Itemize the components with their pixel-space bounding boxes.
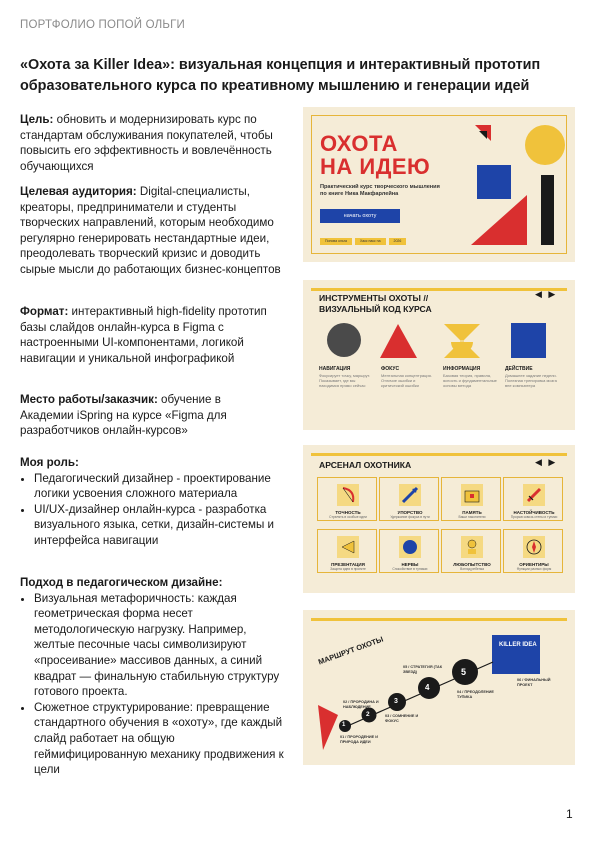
arsenal-card[interactable] — [317, 529, 377, 573]
portfolio-header: ПОРТФОЛИО ПОПОЙ ОЛЬГИ — [20, 19, 186, 31]
tools-shapes — [311, 318, 567, 368]
red-triangle-icon — [471, 195, 527, 245]
card-label: ТОЧНОСТЬ — [335, 510, 361, 515]
compass-icon — [523, 536, 545, 558]
gray-circle-icon — [327, 323, 361, 357]
arsenal-card[interactable] — [379, 477, 439, 521]
arsenal-card[interactable] — [441, 477, 501, 521]
audience-section — [20, 184, 282, 278]
red-flag-icon — [318, 705, 338, 750]
final-step-label: 06 / ФИНАЛЬНЫЙ ПРОЕКТ — [517, 678, 551, 687]
arsenal-card[interactable] — [379, 529, 439, 573]
tool-desc: Ментальная концентрация. Отличие ошибки и критический ошибки — [381, 373, 432, 388]
megaphone-icon — [337, 536, 359, 558]
card-desc: Защита идеи в проекте — [330, 567, 366, 571]
blue-square-icon — [511, 323, 546, 358]
audience-text: Digital-специалисты, креаторы, предприниматели и студенты творческих направлений, которым необходимо регулярно генерировать нестандартные идеи, преодолевать творческий кризис и доводить сырые мысли до работающих бизнес-концептов — [20, 185, 281, 276]
step-number: 4 — [425, 683, 430, 692]
step-label: 04 / ПРЕОДОЛЕНИЕ ТУПИКА — [457, 690, 494, 699]
card-label: ОРИЕНТИРЫ — [519, 562, 549, 567]
slide-nav-arrows[interactable]: ◀ ▶ — [535, 289, 558, 299]
card-label: НЕРВЫ — [401, 562, 419, 567]
tools-title-line1: ИНСТРУМЕНТЫ ОХОТЫ // — [319, 293, 429, 303]
tool-label: ИНФОРМАЦИЯ — [443, 366, 481, 372]
arsenal-card[interactable] — [503, 529, 563, 573]
slide-route — [303, 610, 575, 765]
start-hunt-button[interactable]: начать охоту — [320, 209, 400, 223]
card-label: ПРЕЗЕНТАЦИЯ — [331, 562, 365, 567]
tools-title — [319, 293, 432, 315]
goal-label: Цель: — [20, 113, 54, 126]
cover-chips — [320, 238, 409, 256]
role-label: Моя роль: — [20, 456, 79, 469]
cover-geometry-art — [463, 117, 573, 257]
page-title: «Охота за Killer Idea»: визуальная концепция и интерактивный прототип образовательного курса по креативному мышлению и генерации идей — [20, 57, 541, 94]
yellow-circle-icon — [525, 125, 565, 165]
dagger-icon — [523, 484, 545, 506]
step-number: 3 — [394, 698, 398, 705]
list-item: • Визуальная метафоричность: каждая геометрическая форма несет методологическую нагрузку. Например, желтые песочные часы символизируют «просеивание» массивов данных, а синий квадрат — финальную стабильную структуру готового проекта. — [34, 591, 285, 700]
step-label: 01 / ПРОРОДЕНИЕ И ПРИРОДА ИДЕИ — [340, 735, 378, 744]
tool-desc: Базовая теория, правила, ясность и фундаментальные основы метода — [443, 373, 497, 388]
approach-section — [20, 575, 285, 778]
slide-arsenal — [303, 445, 575, 593]
blue-square-icon — [477, 165, 511, 199]
tool-label: ДЕЙСТВИЕ — [505, 366, 533, 372]
step-number: 1 — [342, 722, 346, 728]
arrow-icon — [399, 484, 421, 506]
list-item: • UI/UX-дизайнер онлайн-курса - разработка визуального языка, сетки, дизайн-системы и интерфейса навигации — [34, 502, 285, 549]
approach-label: Подход в педагогическом дизайне: — [20, 576, 223, 589]
page-number: 1 — [566, 807, 573, 821]
card-label: ПАМЯТЬ — [462, 510, 482, 515]
card-label: ЛЮБОПЫТСТВО — [453, 562, 491, 567]
card-desc: Ваши накопители — [458, 515, 486, 519]
client-text: обучение в Академии iSpring на курсе «Figma для разработчиков онлайн-курсов» — [20, 393, 227, 438]
arsenal-title: АРСЕНАЛ ОХОТНИКА — [319, 460, 412, 470]
tool-desc: Домашнее задание недели. Полезная тренировка мозга вне компьютера — [505, 373, 557, 388]
slide-accent-band — [311, 453, 567, 456]
bow-icon — [337, 484, 359, 506]
chest-icon — [461, 484, 483, 506]
arsenal-card[interactable] — [317, 477, 377, 521]
card-desc: Спокойствие в тупиках — [392, 567, 428, 571]
format-label: Формат: — [20, 305, 69, 318]
card-desc: Функции разных форм — [516, 567, 552, 571]
arsenal-card[interactable] — [503, 477, 563, 521]
step-label: 03 / СОМНЕНИЕ И ФОКУС — [385, 714, 419, 723]
cover-subtitle: Практический курс творческого мышления по книге Ника Макфарлейна — [320, 184, 440, 197]
slide-nav-arrows[interactable]: ◀ ▶ — [535, 457, 558, 467]
red-triangle-icon — [380, 324, 417, 358]
tool-desc: Фокусирует точку, маршрут. Показывает, где мы находимся прямо сейчас — [319, 373, 371, 388]
slide-accent-band — [311, 288, 567, 291]
tools-title-line2: ВИЗУАЛЬНЫЙ КОД КУРСА — [319, 304, 432, 314]
step-number: 2 — [366, 711, 370, 718]
approach-list — [20, 591, 285, 778]
tool-label: ФОКУС — [381, 366, 400, 372]
card-label: НАСТОЙЧИВОСТЬ — [513, 510, 555, 515]
slide-tools — [303, 280, 575, 430]
lamp-icon — [461, 536, 483, 558]
goal-section — [20, 112, 290, 174]
role-list — [20, 471, 285, 549]
audience-label: Целевая аудитория: — [20, 185, 137, 198]
client-label: Место работы/заказчик: — [20, 393, 158, 406]
list-item: • Сюжетное структурирование: превращение стандартного обучения в «охоту», где каждый слайд работает на общую геймифицированную механику продвижения к цели — [34, 700, 285, 778]
slide-cover — [303, 107, 575, 262]
card-desc: Прорыв сквозь стены и тупики — [510, 515, 558, 519]
chip-author: Попова ольга — [320, 238, 352, 245]
card-desc: Взгляд ребенка — [460, 567, 484, 571]
cover-title-line2: НА ИДЕЮ — [320, 154, 431, 179]
format-section — [20, 304, 270, 366]
role-section — [20, 455, 285, 549]
chip-year: 2026 — [389, 238, 407, 245]
client-section — [20, 392, 265, 439]
shield-icon — [399, 536, 421, 558]
small-black-triangle-icon — [479, 131, 487, 139]
chip-course: Хакс пакс на — [355, 238, 386, 245]
killer-idea-badge: KILLER IDEA — [492, 635, 540, 674]
card-desc: Удержание фокуса в пути — [390, 515, 430, 519]
tool-label: НАВИГАЦИЯ — [319, 366, 351, 372]
cover-title-line1: ОХОТА — [320, 131, 398, 156]
card-label: УПОРСТВО — [397, 510, 423, 515]
list-item: • Педагогический дизайнер - проектирование логики усвоения сложного материала — [34, 471, 285, 502]
cover-title — [320, 132, 430, 178]
step-label: 02 / ПРОРОДИНА И НАБЛЮДЕНИЕ — [343, 700, 379, 709]
step-label: 05 / СТРАТЕГИЯ (ТАК ЗВЕЗД) — [403, 665, 443, 674]
black-pillar-icon — [541, 175, 554, 245]
format-text: интерактивный high-fidelity прототип базы слайдов онлайн-курса в Figma с настроенными UI-компонентами, логикой навигации и уникальной инфографикой — [20, 305, 267, 365]
goal-text: обновить и модернизировать курс по стандартам обслуживания покупателей, чтобы повысить его эффективность и вовлечённость обучающихся — [20, 113, 273, 173]
route-title: МАРШРУТ ОХОТЫ — [317, 634, 385, 667]
arsenal-card[interactable] — [441, 529, 501, 573]
step-number: 5 — [461, 667, 467, 677]
card-desc: Стрелять в особые идеи — [329, 515, 367, 519]
